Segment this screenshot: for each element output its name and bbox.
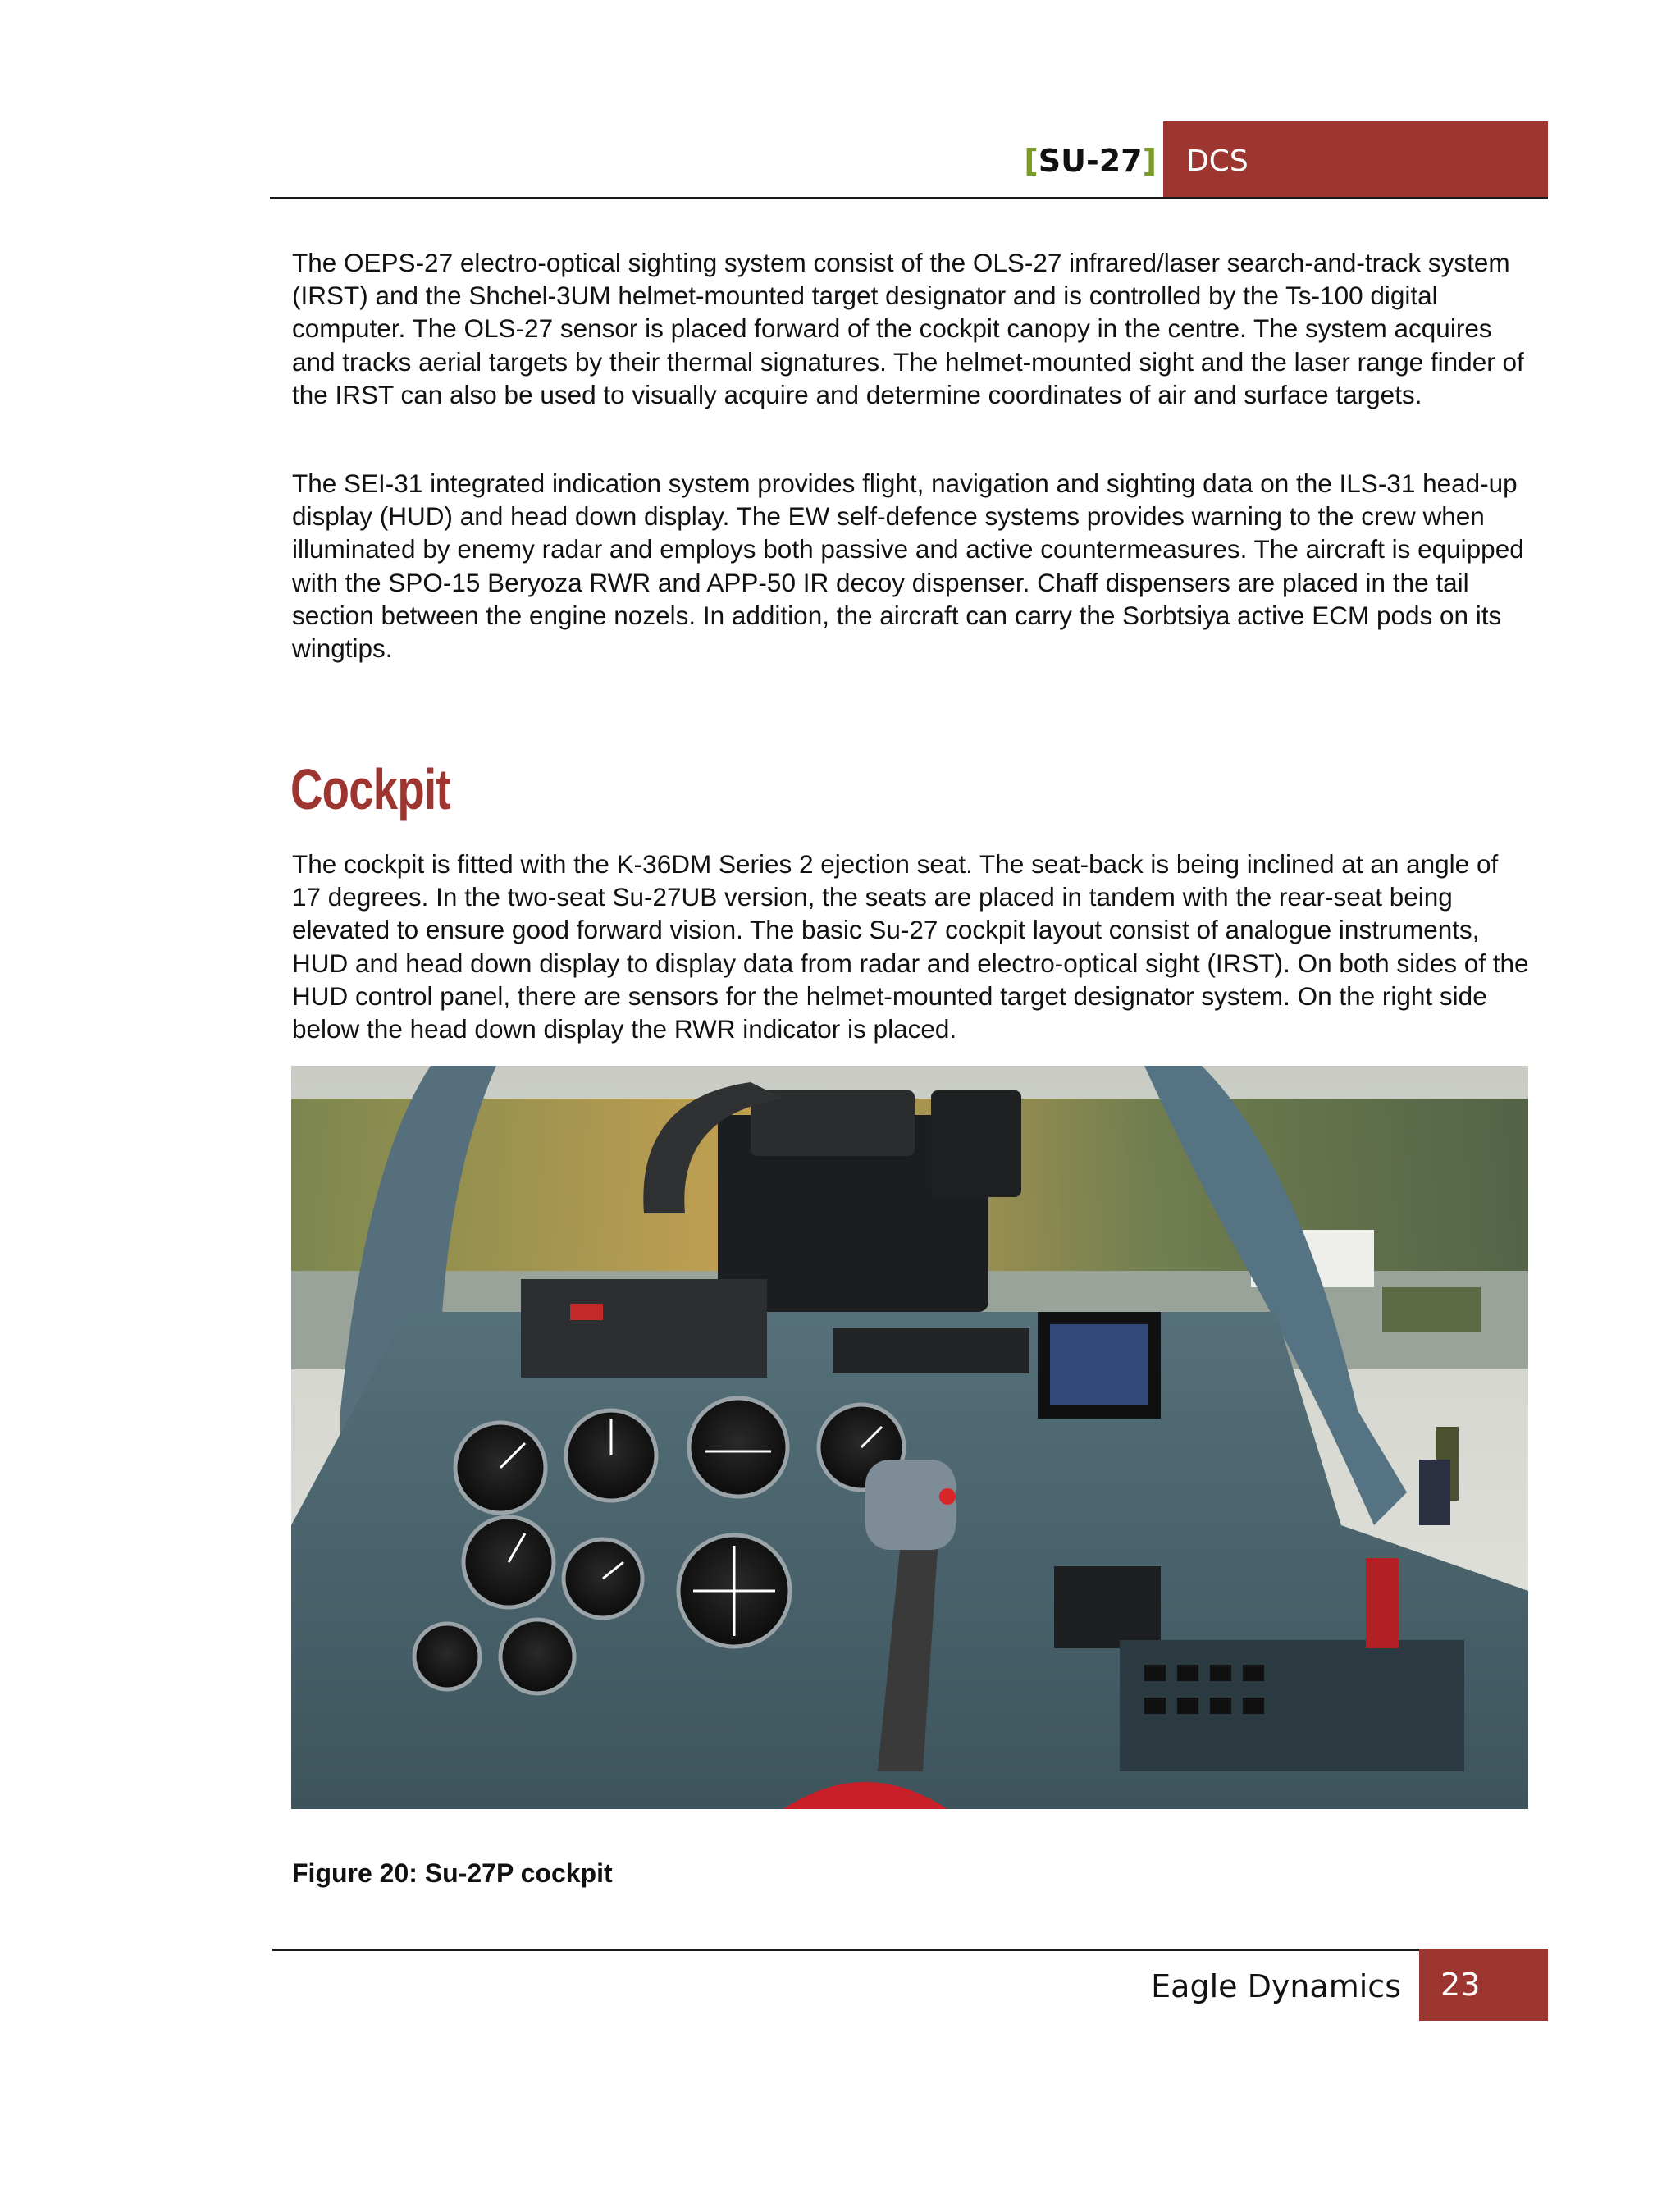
header-bracket-close: ] <box>1142 143 1157 179</box>
header-title <box>993 135 1157 187</box>
header-bracket-open: [ <box>1024 143 1039 179</box>
footer-publisher: Eagle Dynamics <box>1151 1968 1401 2004</box>
header-product-label: DCS <box>1186 144 1249 178</box>
paragraph-sei: The SEI-31 integrated indication system provides flight, navigation and sighting data on the ILS-31 head-up display (HUD) and head down display. The EW self-defence systems provides warning to the crew when illuminated by enemy radar and employs both passive and active countermeasures. The aircraft is equipped with the SPO-15 Beryoza RWR and APP-50 IR decoy dispenser. Chaff dispensers are placed in the tail section between the engine nozels. In addition, the aircraft can carry the Sorbtsiya active ECM pods on its wingtips. <box>292 468 1524 664</box>
page-number-badge <box>1419 1949 1548 2021</box>
cockpit-photo <box>291 1066 1528 1809</box>
paragraph-cockpit: The cockpit is fitted with the K-36DM Series 2 ejection seat. The seat-back is being inclined at an angle of 17 degrees. In the two-seat Su-27UB version, the seats are placed in tandem with the rear-seat being elevated to ensure good forward vision. The basic Su-27 cockpit layout consist of analogue instruments, HUD and head down display to display data from radar and electro-optical sight (IRST). On both sides of the HUD control panel, there are sensors for the helmet-mounted target designator system. On the right side below the head down display the RWR indicator is placed. <box>292 849 1529 1044</box>
header-aircraft-name: SU-27 <box>1038 143 1143 179</box>
header-divider <box>270 197 1548 199</box>
section-heading: Cockpit <box>290 757 450 821</box>
footer-divider <box>272 1949 1548 1951</box>
paragraph-oeps: The OEPS-27 electro-optical sighting system consist of the OLS-27 infrared/laser search-and-track system (IRST) and the Shchel-3UM helmet-mounted target designator and is controlled by the Ts-100 digital computer. The OLS-27 sensor is placed forward of the cockpit canopy in the centre. The system acquires and tracks aerial targets by their thermal signatures. The helmet-mounted sight and the laser range finder of the IRST can also be used to visually acquire and determine coordinates of air and surface targets. <box>292 248 1524 409</box>
header-product-badge <box>1163 121 1548 198</box>
figure-caption: Figure 20: Su-27P cockpit <box>292 1858 613 1888</box>
page-number: 23 <box>1440 1967 1481 2003</box>
